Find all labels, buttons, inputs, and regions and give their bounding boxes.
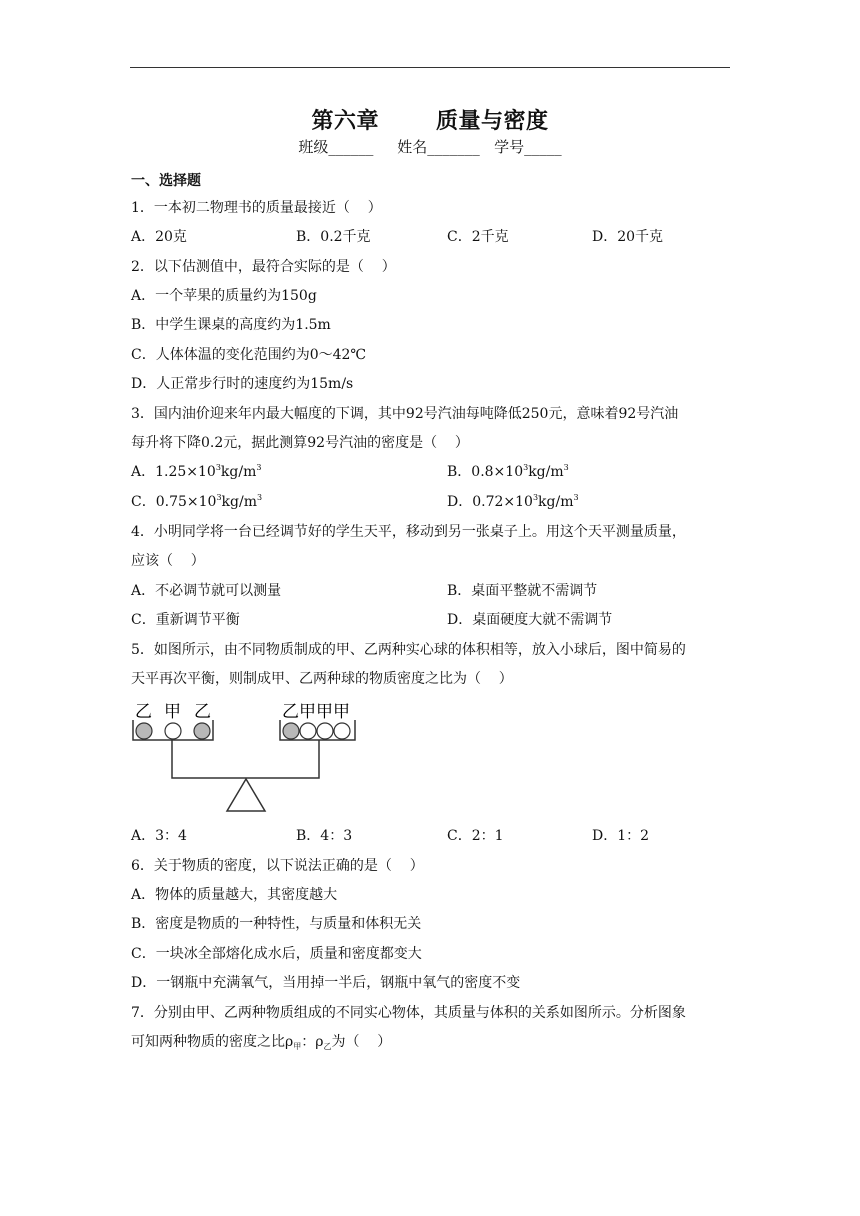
balance-figure [131, 698, 371, 820]
question-4-stem-line1: 4．小明同学将一台已经调节好的学生天平，移动到另一张桌子上。用这个天平测量质量， [131, 524, 686, 540]
ball-yi-left [136, 723, 152, 739]
chapter-title: 第六章 质量与密度 [311, 109, 549, 134]
balance-beam [172, 740, 319, 778]
ball-yi-left-2 [194, 723, 210, 739]
q3-option-b: B．$0.8\times 10^3kg/m^3$ [447, 463, 569, 480]
q5-option-d: D．1：2 [592, 828, 650, 844]
question-3-stem-line2: 每升将下降0.2元，据此测算92号汽油的密度是（ ） [131, 435, 469, 451]
q2-option-c: C．人体体温的变化范围约为0～42℃ [131, 347, 367, 363]
question-6-stem: 6．关于物质的密度，以下说法正确的是（ ） [131, 858, 424, 874]
q6-option-b: B．密度是物质的一种特性，与质量和体积无关 [131, 916, 422, 932]
question-5-stem-line1: 5．如图所示，由不同物质制成的甲、乙两种实心球的体积相等，放入小球后，图中简易的 [131, 642, 686, 658]
q6-option-a: A．物体的质量越大，其密度越大 [131, 887, 338, 903]
right-pan-labels: 乙甲甲甲 [282, 702, 350, 722]
q1-option-d: D．20千克 [592, 229, 664, 245]
q5-option-c: C．2：1 [447, 828, 504, 844]
left-pan-label-1: 乙 [135, 702, 152, 722]
left-pan-label-3: 乙 [194, 702, 211, 722]
q4-option-d: D．桌面硬度大就不需调节 [447, 612, 613, 628]
header-rule [130, 67, 730, 68]
question-2-stem: 2．以下估测值中，最符合实际的是（ ） [131, 259, 396, 275]
q4-option-a: A．不必调节就可以测量 [131, 583, 282, 599]
q2-option-b: B．中学生课桌的高度约为1.5m [131, 317, 331, 333]
section-heading: 一、选择题 [131, 173, 201, 189]
q5-option-a: A．3：4 [131, 828, 187, 844]
q1-option-c: C．2千克 [447, 229, 509, 245]
ball-jia-right-1 [300, 723, 316, 739]
q4-option-c: C．重新调节平衡 [131, 612, 240, 628]
student-info-line: 班级______ 姓名_______ 学号_____ [298, 138, 562, 156]
left-pan-label-2: 甲 [164, 702, 181, 722]
q4-option-b: B．桌面平整就不需调节 [447, 583, 598, 599]
q1-option-a: A．20克 [131, 229, 187, 245]
question-5-stem-line2: 天平再次平衡，则制成甲、乙两种球的物质密度之比为（ ） [131, 671, 513, 687]
q2-option-d: D．人正常步行时的速度约为15m/s [131, 376, 354, 392]
question-3-stem-line1: 3．国内油价迎来年内最大幅度的下调，其中92号汽油每吨降低250元，意味着92号汽油 [131, 406, 679, 422]
ball-jia-right-2 [317, 723, 333, 739]
q6-option-c: C．一块冰全部熔化成水后，质量和密度都变大 [131, 946, 422, 962]
q5-option-b: B．4：3 [296, 828, 353, 844]
q2-option-a: A．一个苹果的质量约为150g [131, 288, 317, 304]
fulcrum-triangle [227, 779, 265, 811]
q3-option-d: D．$0.72\times 10^3kg/m^3$ [447, 493, 579, 510]
ball-yi-right [283, 723, 299, 739]
ball-jia-left [165, 723, 181, 739]
question-1-stem: 1．一本初二物理书的质量最接近（ ） [131, 200, 382, 216]
q1-option-b: B．0.2千克 [296, 229, 371, 245]
q3-option-a: A．$1.25\times 10^3kg/m^3$ [131, 463, 262, 480]
question-4-stem-line2: 应该（ ） [131, 553, 205, 569]
q3-option-c: C．$0.75\times 10^3kg/m^3$ [131, 493, 263, 510]
ball-jia-right-3 [334, 723, 350, 739]
q6-option-d: D．一钢瓶中充满氧气，当用掉一半后，钢瓶中氧气的密度不变 [131, 975, 521, 991]
question-7-stem-line1: 7．分别由甲、乙两种物质组成的不同实心物体，其质量与体积的关系如图所示。分析图象 [131, 1005, 686, 1021]
question-7-stem-line2: 可知两种物质的密度之比$\rho_甲$：$\rho_乙$为（ ） [131, 1034, 392, 1051]
